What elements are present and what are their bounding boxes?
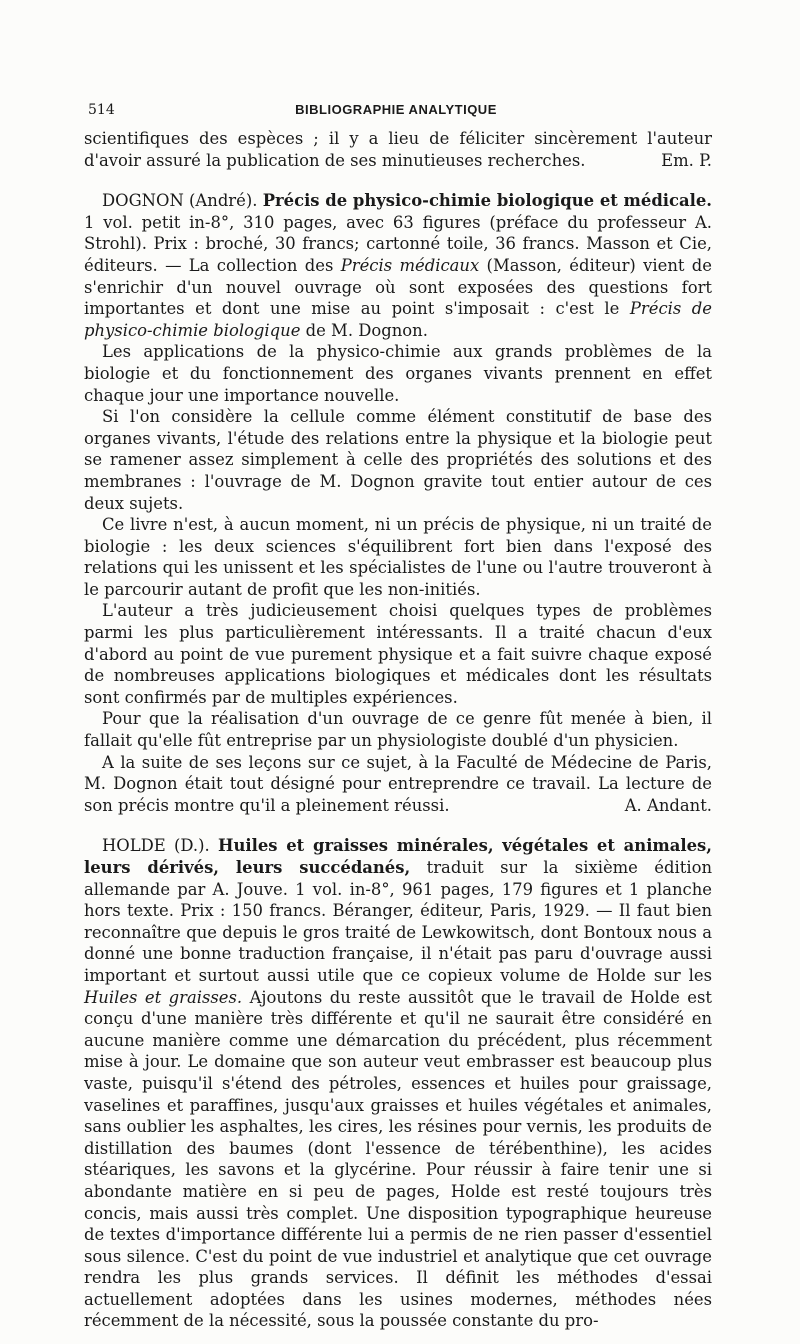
review-dognon-paragraph: A la suite de ses leçons sur ce sujet, à la Faculté de Médecine de Paris, M. Dognon était tout désigné pour entreprendre ce travail. La lecture de son précis montre qu'il a pleinement réussi. <box>84 752 712 815</box>
review-dognon-title: Précis de physico-chimie biologique et médicale. <box>262 191 712 211</box>
running-title: BIBLIOGRAPHIE ANALYTIQUE <box>295 102 497 117</box>
review-holde-biblio: traduit sur la sixième édition allemande par A. Jouve. 1 vol. in-8°, 961 pages, 179 figures et 1 planche hors texte. Prix : 150 francs. Béranger, éditeur, Paris, 1929. — Il faut bien reconnaître que depuis le gros traité de Lewkowitsch, dont Bontoux nous a donné une bonne traduction française, il n'était pas paru d'ouvrage aussi important et surtout aussi utile que ce copieux volume de Holde sur les <box>84 858 712 985</box>
review-dognon-paragraph: Ce livre n'est, à aucun moment, ni un précis de physique, ni un traité de biologie : les deux sciences s'équilibrent fort bien dans l'exposé des relations qui les unissent et les spécialistes de l'une ou l'autre trouveront à le parcourir autant de profit que les non-initiés. <box>84 515 712 599</box>
review-dognon-paragraph: Les applications de la physico-chimie aux grands problèmes de la biologie et du fonctionnement des organes vivants prennent en effet chaque jour une importance nouvelle. <box>84 342 712 405</box>
review-dognon-paragraph: Si l'on considère la cellule comme élément constitutif de base des organes vivants, l'étude des relations entre la physique et la biologie peut se ramener assez simplement à celle des propriétés des solutions et des membranes : l'ouvrage de M. Dognon gravite tout entier autour de ces deux sujets. <box>84 407 712 513</box>
running-head <box>88 102 704 122</box>
review-holde-biblio2: Ajoutons du reste aussitôt que le travail de Holde est conçu d'une manière très différente et qu'il ne saurait être considéré en aucune manière comme une démarcation du précédent, plus récemment mise à jour. Le domaine que son auteur veut embrasser est beaucoup plus vaste, puisqu'il s'étend des pétroles, essences et huiles pour graissage, vaselines et paraffines, jusqu'aux graisses et huiles végétales et animales, sans oublier les asphaltes, les cires, les résines pour vernis, les produits de distillation des baumes (dont l'essence de térébenthine), les acides stéariques, les savons et la glycérine. Pour réussir à faire tenir une si abondante matière en si peu de pages, Holde est resté toujours très concis, mais aussi très complet. Une disposition typographique heureuse de textes d'importance différente lui a permis de ne rien passer d'essentiel sous silence. C'est du point de vue industriel et analytique que cet ouvrage rendra les plus grands services. Il définit les méthodes d'essai actuellement adoptées dans les usines modernes, méthodes nées récemment de la nécessité, sous la poussée constante du pro- <box>84 987 712 1331</box>
page-body <box>84 128 712 1332</box>
review-holde <box>84 835 712 1332</box>
review-dognon-header <box>84 190 712 341</box>
intro-signature: Em. P. <box>661 150 712 170</box>
page-number: 514 <box>88 102 115 118</box>
review-dognon-signature: A. Andant. <box>624 795 712 815</box>
review-dognon-series: Précis médicaux <box>340 255 480 275</box>
review-dognon-last-paragraph <box>84 752 712 817</box>
review-dognon-biblio3: de M. Dognon. <box>305 320 428 340</box>
review-dognon-biblio2: (Masson, éditeur) vient de s'enrichir d'un nouvel ouvrage où sont exposées des questions fort importantes et dont une mise au point s'imposait : c'est le <box>84 255 712 319</box>
review-holde-book-ref: Huiles et graisses. <box>84 987 243 1007</box>
review-dognon-book-ref: Précis de physico-chimie biologique <box>84 299 712 340</box>
review-holde-title: Huiles et graisses minérales, végétales et animales, leurs dérivés, leurs succédanés, <box>84 836 712 877</box>
review-dognon-paragraph: L'auteur a très judicieusement choisi quelques types de problèmes parmi les plus particulièrement intéressants. Il a traité chacun d'eux d'abord au point de vue purement physique et a fait suivre chaque exposé de nombreuses applications biologiques et médicales dont les résultats sont confirmés par de multiples expériences. <box>84 601 712 707</box>
review-dognon-biblio: 1 vol. petit in-8°, 310 pages, avec 63 figures (préface du professeur A. Strohl). Prix : broché, 30 francs; cartonné toile, 36 francs. Masson et Cie, éditeurs. — La collection des <box>84 212 712 275</box>
review-dognon-paragraph: Pour que la réalisation d'un ouvrage de ce genre fût menée à bien, il fallait qu'elle fût entreprise par un physiologiste doublé d'un physicien. <box>84 709 712 751</box>
review-holde-author: HOLDE (D.). <box>102 836 210 856</box>
intro-paragraph <box>84 128 712 171</box>
intro-text: scientifiques des espèces ; il y a lieu de féliciter sincèrement l'auteur d'avoir assuré la publication de ses minutieuses recherches. <box>84 129 712 170</box>
review-dognon-author: DOGNON (André). <box>102 191 258 211</box>
